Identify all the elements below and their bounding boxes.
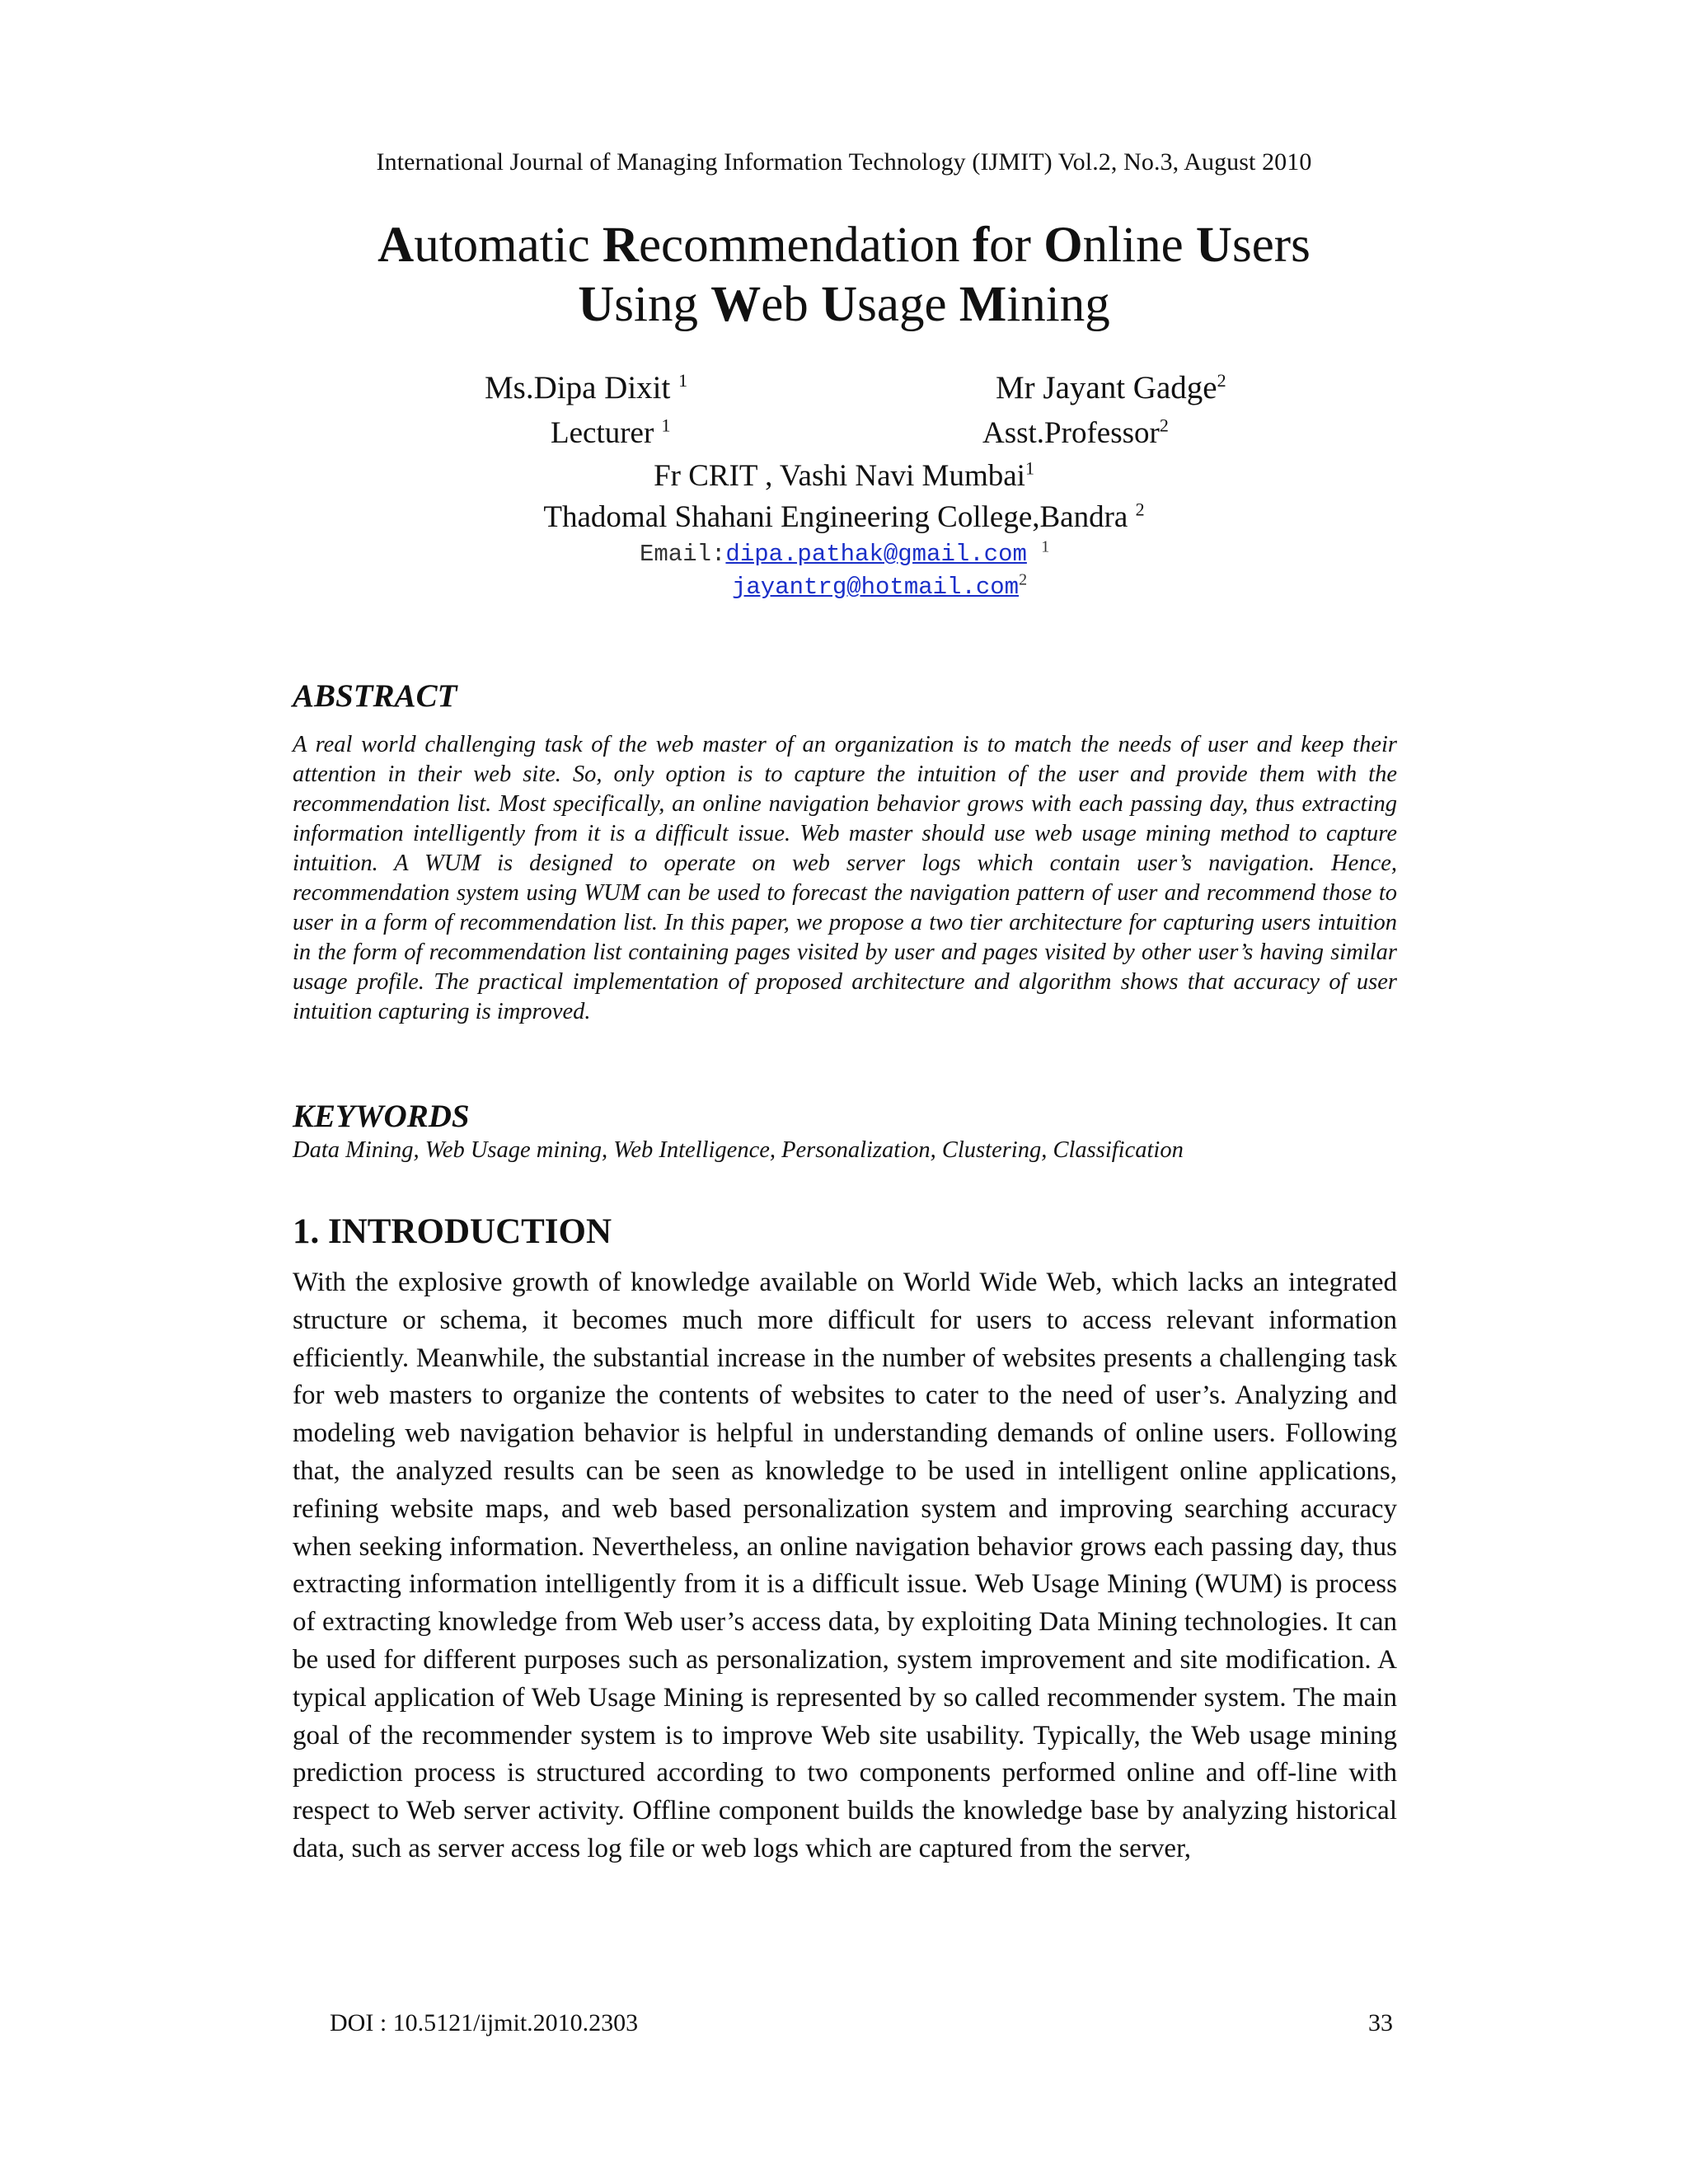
title-word: ecommendation: [638, 218, 973, 273]
keywords-heading: KEYWORDS: [293, 1099, 470, 1134]
footer-doi: DOI : 10.5121/ijmit.2010.2303: [330, 2009, 639, 2036]
title-initial: M: [959, 277, 1007, 332]
email-label: Email:: [640, 541, 726, 568]
affiliation-2: [0, 499, 1688, 535]
title-initial: f: [972, 218, 990, 273]
email-superscript: 1: [1041, 537, 1050, 556]
title-initial: U: [578, 277, 615, 332]
author-superscript: 1: [678, 370, 688, 391]
author-2-name: [996, 369, 1226, 406]
title-word: or: [989, 218, 1044, 273]
author-name-text: Ms.Dipa Dixit: [485, 370, 671, 405]
title-word: sing: [614, 277, 711, 332]
affiliation-superscript: 2: [1135, 499, 1145, 520]
affiliation-1: [0, 458, 1688, 494]
author-superscript: 2: [1217, 370, 1226, 391]
title-line-2: [0, 275, 1688, 335]
introduction-body: With the explosive growth of knowledge available on World Wide Web, which lacks an integrated structure or schema, it becomes much more difficult for users to access relevant information efficiently. Meanwhile, the substantial increase in the number of websites presents a challenging task for web masters to organize the contents of websites to cater to the need of user’s. Analyzing and modeling web navigation behavior is helpful in understanding demands of online users. Following that, the analyzed results can be seen as knowledge to be used in intelligent online applications, refining website maps, and web based personalization system and improving searching accuracy when seeking information. Nevertheless, an online navigation behavior grows each passing day, thus extracting information intelligently from it is a difficult issue. Web Usage Mining (WUM) is process of extracting knowledge from Web user’s access data, by exploiting Data Mining technologies. It can be used for different purposes such as personalization, system improvement and site modification. A typical application of Web Usage Mining is represented by so called recommender system. The main goal of the recommender system is to improve Web site usability. Typically, the Web usage mining prediction process is structured according to two components performed online and off-line with respect to Web server activity. Offline component builds the knowledge base by analyzing historical data, such as server access log file or web logs which are captured from the server,: [293, 1268, 1397, 1863]
affiliation-superscript: 1: [1025, 457, 1034, 479]
title-word: sage: [857, 277, 959, 332]
author-role-text: Lecturer: [551, 416, 654, 450]
title-word: utomatic: [414, 218, 603, 273]
author-superscript: 2: [1159, 415, 1169, 436]
title-word: sers: [1231, 218, 1311, 273]
affiliation-text: Thadomal Shahani Engineering College,Bandra: [543, 500, 1136, 534]
author-superscript: 1: [661, 415, 671, 436]
page-number: 33: [1368, 2009, 1393, 2036]
paper-title: [0, 216, 1688, 335]
title-initial: U: [821, 277, 858, 332]
title-initial: O: [1043, 218, 1083, 273]
title-word: eb: [761, 277, 822, 332]
email-line-2: [732, 570, 1028, 601]
email-link-2[interactable]: jayantrg@hotmail.com: [732, 574, 1020, 601]
email-superscript: 2: [1019, 570, 1028, 589]
author-role-text: Asst.Professor: [982, 416, 1160, 450]
title-word: nline: [1082, 218, 1196, 273]
abstract-heading: ABSTRACT: [293, 678, 457, 714]
email-link-1[interactable]: dipa.pathak@gmail.com: [725, 541, 1027, 568]
affiliation-text: Fr CRIT , Vashi Navi Mumbai: [654, 459, 1025, 493]
author-1-name: [485, 369, 687, 406]
title-initial: W: [710, 277, 762, 332]
keywords-body: Data Mining, Web Usage mining, Web Intelligence, Personalization, Clustering, Classification: [293, 1137, 1184, 1163]
author-1-role: [551, 415, 671, 451]
title-initial: A: [377, 218, 415, 273]
title-word: ining: [1006, 277, 1110, 332]
abstract-body: A real world challenging task of the web master of an organization is to match the needs of user and keep their attention in their web site. So, only option is to capture the intuition of the user and provide them with the recommendation list. Most specifically, an online navigation behavior grows with each passing day, thus extracting information intelligently from it is a difficult issue. Web master should use web usage mining method to capture intuition. A WUM is designed to operate on web server logs which contain user’s navigation. Hence, recommendation system using WUM can be used to forecast the navigation pattern of user and recommend those to user in a form of recommendation list. In this paper, we propose a two tier architecture for capturing users intuition in the form of recommendation list containing pages visited by user and pages visited by other user’s having similar usage profile. The practical implementation of proposed architecture and algorithm shows that accuracy of user intuition capturing is improved.: [293, 732, 1397, 1024]
running-head: International Journal of Managing Information Technology (IJMIT) Vol.2, No.3, August 2010: [376, 148, 1312, 176]
email-line-1: [640, 537, 1050, 568]
author-2-role: [982, 415, 1169, 451]
title-initial: U: [1195, 218, 1232, 273]
title-line-1: [0, 216, 1688, 275]
introduction-heading: 1. INTRODUCTION: [293, 1212, 612, 1251]
author-name-text: Mr Jayant Gadge: [996, 370, 1217, 405]
title-initial: R: [602, 218, 639, 273]
